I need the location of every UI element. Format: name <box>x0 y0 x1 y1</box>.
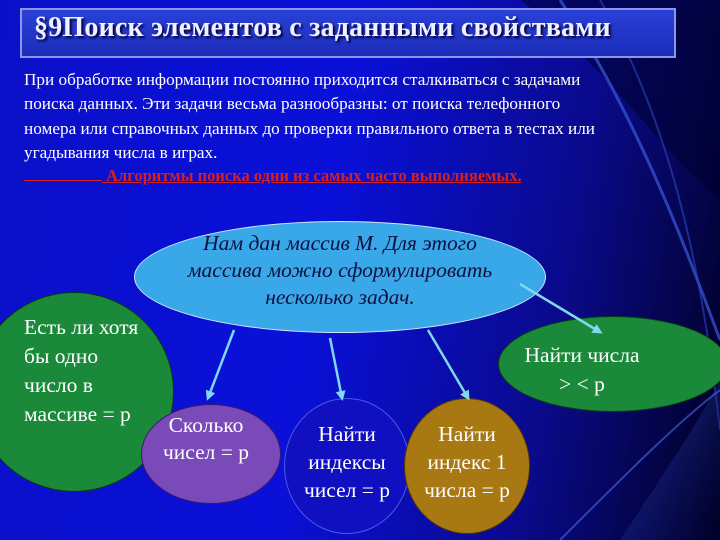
task-compare-line: Найти числа <box>524 343 640 367</box>
task-count-text <box>141 412 271 466</box>
task-index-text <box>404 420 530 504</box>
task-exists-line: массиве = р <box>24 402 131 426</box>
intro-line: поиска данных. Эти задачи весьма разнообразны: от поиска телефонного <box>24 94 561 114</box>
task-index-line: Найти <box>438 422 496 446</box>
task-exists-line: Есть ли хотя <box>24 315 139 339</box>
arrow-to-indices <box>330 338 342 398</box>
task-indices-line: чисел = р <box>303 478 391 502</box>
task-index-line: индекс 1 <box>427 450 507 474</box>
intro-line: При обработке информации постоянно приходится сталкиваться с задачами <box>24 70 581 89</box>
task-compare-line: > < р <box>559 372 605 396</box>
task-count-line: Сколько <box>168 413 244 437</box>
task-compare-text <box>504 341 660 399</box>
task-indices-line: Найти <box>318 422 376 446</box>
arrow-to-compare <box>520 284 600 332</box>
main-idea-line: Нам дан массив М. Для этого <box>203 231 477 255</box>
algorithms-note: Алгоритмы поиска одни из самых часто выполняемых. <box>106 166 522 185</box>
task-indices-text <box>284 420 410 504</box>
task-indices-line: индексы <box>308 450 386 474</box>
slide-title: §9Поиск элементов с заданными свойствами <box>34 12 611 43</box>
task-index-line: числа = р <box>424 478 510 502</box>
main-idea-line: несколько задач. <box>265 285 415 309</box>
arrow-to-index <box>428 330 468 398</box>
arrow-to-count <box>208 330 234 398</box>
task-exists-line: бы одно <box>24 344 99 368</box>
task-count-line: чисел = р <box>162 440 250 464</box>
task-exists-text <box>24 313 138 429</box>
intro-line: номера или справочных данных до проверки правильного ответа в тестах или <box>24 118 595 138</box>
intro-line: угадывания числа в играх. <box>24 143 218 163</box>
main-idea-text <box>170 230 510 311</box>
main-idea-line: массива можно сформулировать <box>187 258 493 282</box>
task-exists-line: число в <box>24 373 93 397</box>
